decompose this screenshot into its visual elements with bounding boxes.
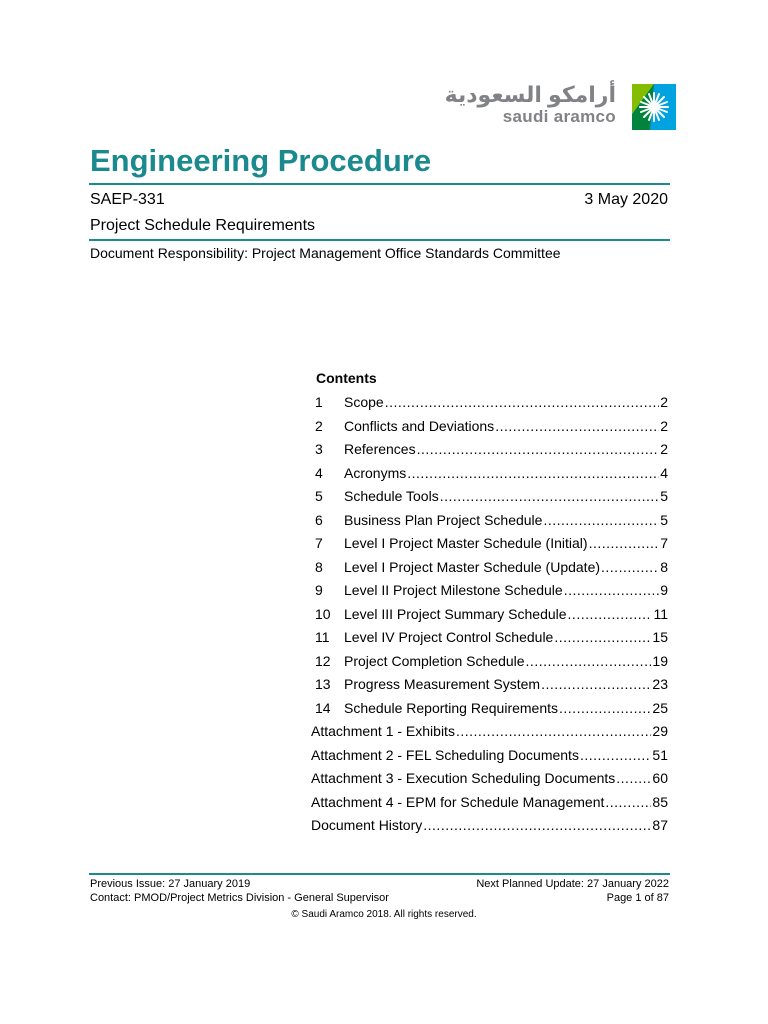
toc-entry[interactable] [311, 722, 668, 746]
toc-entry[interactable] [311, 675, 668, 699]
toc-entry[interactable] [311, 534, 668, 558]
toc-entry-label: Business Plan Project Schedule [344, 511, 543, 528]
toc-dot-leader [417, 440, 660, 458]
toc-entry-label: Attachment 1 - Exhibits [311, 723, 455, 739]
toc-entry-page: 23 [652, 676, 668, 692]
toc-entry-page: 9 [660, 582, 668, 598]
footer-divider [89, 873, 670, 875]
toc-entry-number: 7 [315, 535, 323, 551]
toc-entry-page: 60 [652, 770, 668, 786]
toc-entry-page: 25 [652, 699, 668, 716]
toc-entry-label: Attachment 2 - FEL Scheduling Documents [311, 746, 579, 763]
toc-entry-label: Level I Project Master Schedule (Update) [344, 558, 601, 575]
previous-issue: Previous Issue: 27 January 2019 [90, 878, 251, 890]
toc-entry-page: 85 [652, 793, 668, 810]
toc-dot-leader [554, 628, 651, 646]
toc-entry[interactable] [311, 440, 668, 464]
toc-entry-number: 13 [315, 676, 331, 692]
toc-entry[interactable] [311, 652, 668, 676]
toc-entry[interactable] [311, 793, 668, 817]
company-logo [444, 82, 678, 134]
toc-dot-leader [495, 417, 659, 435]
toc-entry-label: Project Completion Schedule [344, 652, 525, 669]
toc-entry-page: 2 [660, 441, 668, 457]
toc-entry[interactable] [311, 699, 668, 723]
toc-entry[interactable] [311, 464, 668, 488]
toc-entry-page: 19 [652, 652, 668, 669]
toc-dot-leader [541, 675, 651, 693]
document-responsibility: Document Responsibility: Project Management Office Standards Committee [90, 245, 561, 261]
toc-dot-leader [407, 464, 659, 482]
toc-entry-number: 2 [315, 417, 323, 434]
toc-entry[interactable] [311, 417, 668, 441]
toc-entry-page: 5 [660, 488, 668, 504]
toc-dot-leader [601, 558, 659, 576]
page-number: Page 1 of 87 [606, 891, 669, 904]
header-divider-bottom [89, 239, 670, 241]
toc-dot-leader [605, 793, 651, 811]
logo-arabic-text: أرامكو السعودية [444, 82, 616, 107]
document-number: SAEP-331 [90, 191, 165, 208]
toc-entry-number: 9 [315, 582, 323, 598]
toc-entry-label: Attachment 3 - Execution Scheduling Documents [311, 770, 616, 786]
toc-entry[interactable] [311, 746, 668, 770]
toc-entry-page: 29 [652, 723, 668, 739]
toc-entry-page: 5 [660, 511, 668, 528]
toc-entry-label: Level II Project Milestone Schedule [344, 582, 563, 598]
toc-entry-page: 2 [660, 394, 668, 410]
toc-dot-leader [456, 722, 651, 740]
toc-dot-leader [385, 393, 660, 411]
toc-entry-number: 3 [315, 441, 323, 457]
toc-entry-number: 12 [315, 652, 331, 669]
toc-dot-leader [564, 581, 660, 599]
toc-entry-number: 5 [315, 488, 323, 504]
toc-entry-page: 87 [652, 817, 668, 833]
toc-entry-page: 4 [660, 464, 668, 481]
toc-entry[interactable] [311, 511, 668, 535]
copyright-notice: © Saudi Aramco 2018. All rights reserved. [291, 909, 477, 920]
header-divider-top [89, 183, 670, 185]
document-title: Project Schedule Requirements [90, 217, 316, 234]
toc-entry-label: Progress Measurement System [344, 676, 541, 692]
toc-dot-leader [559, 699, 651, 717]
toc-entry-number: 14 [315, 699, 331, 716]
toc-dot-leader [440, 487, 660, 505]
toc-entry-page: 7 [660, 535, 668, 551]
toc-entry-label: Level I Project Master Schedule (Initial) [344, 535, 588, 551]
toc-dot-leader [423, 816, 651, 834]
toc-entry[interactable] [311, 393, 668, 417]
document-date: 3 May 2020 [584, 191, 668, 208]
toc-dot-leader [616, 769, 651, 787]
toc-entry-label: Acronyms [344, 464, 407, 481]
logo-mark-icon [632, 84, 676, 130]
page-title: Engineering Procedure [90, 143, 432, 178]
toc-dot-leader [526, 652, 652, 670]
toc-dot-leader [568, 605, 653, 623]
toc-entry-number: 1 [315, 394, 323, 410]
toc-entry-page: 51 [652, 746, 668, 763]
toc-entry-page: 11 [653, 605, 668, 622]
toc-entry[interactable] [311, 605, 668, 629]
toc-entry[interactable] [311, 769, 668, 793]
toc-entry-label: Level IV Project Control Schedule [344, 629, 554, 645]
toc-entry[interactable] [311, 816, 668, 840]
toc-dot-leader [543, 511, 659, 529]
toc-entry-label: Document History [311, 817, 423, 833]
logo-latin-text: saudi aramco [502, 107, 616, 126]
contact: Contact: PMOD/Project Metrics Division - General Supervisor [90, 891, 389, 904]
toc-entry-page: 2 [660, 417, 668, 434]
toc-entry-label: Schedule Tools [344, 488, 439, 504]
toc-entry-number: 8 [315, 558, 323, 575]
toc-entry-number: 10 [315, 605, 331, 622]
contents-heading: Contents [316, 370, 377, 386]
toc-entry[interactable] [311, 581, 668, 605]
next-planned-update: Next Planned Update: 27 January 2022 [476, 878, 669, 890]
toc-entry-label: Level III Project Summary Schedule [344, 605, 567, 622]
footer-right [476, 878, 669, 905]
footer-left [90, 878, 389, 905]
toc-entry-label: Scope [344, 394, 384, 410]
toc-entry[interactable] [311, 558, 668, 582]
toc-entry-label: Conflicts and Deviations [344, 417, 495, 434]
table-of-contents [311, 393, 668, 840]
toc-entry[interactable] [311, 487, 668, 511]
toc-entry-label: References [344, 441, 416, 457]
toc-entry[interactable] [311, 628, 668, 652]
toc-dot-leader [580, 746, 651, 764]
toc-entry-number: 6 [315, 511, 323, 528]
toc-entry-page: 8 [660, 558, 668, 575]
toc-entry-label: Schedule Reporting Requirements [344, 699, 559, 716]
toc-entry-number: 11 [315, 629, 330, 645]
toc-entry-number: 4 [315, 464, 323, 481]
toc-entry-label: Attachment 4 - EPM for Schedule Management [311, 793, 605, 810]
toc-entry-page: 15 [652, 629, 668, 645]
toc-dot-leader [589, 534, 660, 552]
